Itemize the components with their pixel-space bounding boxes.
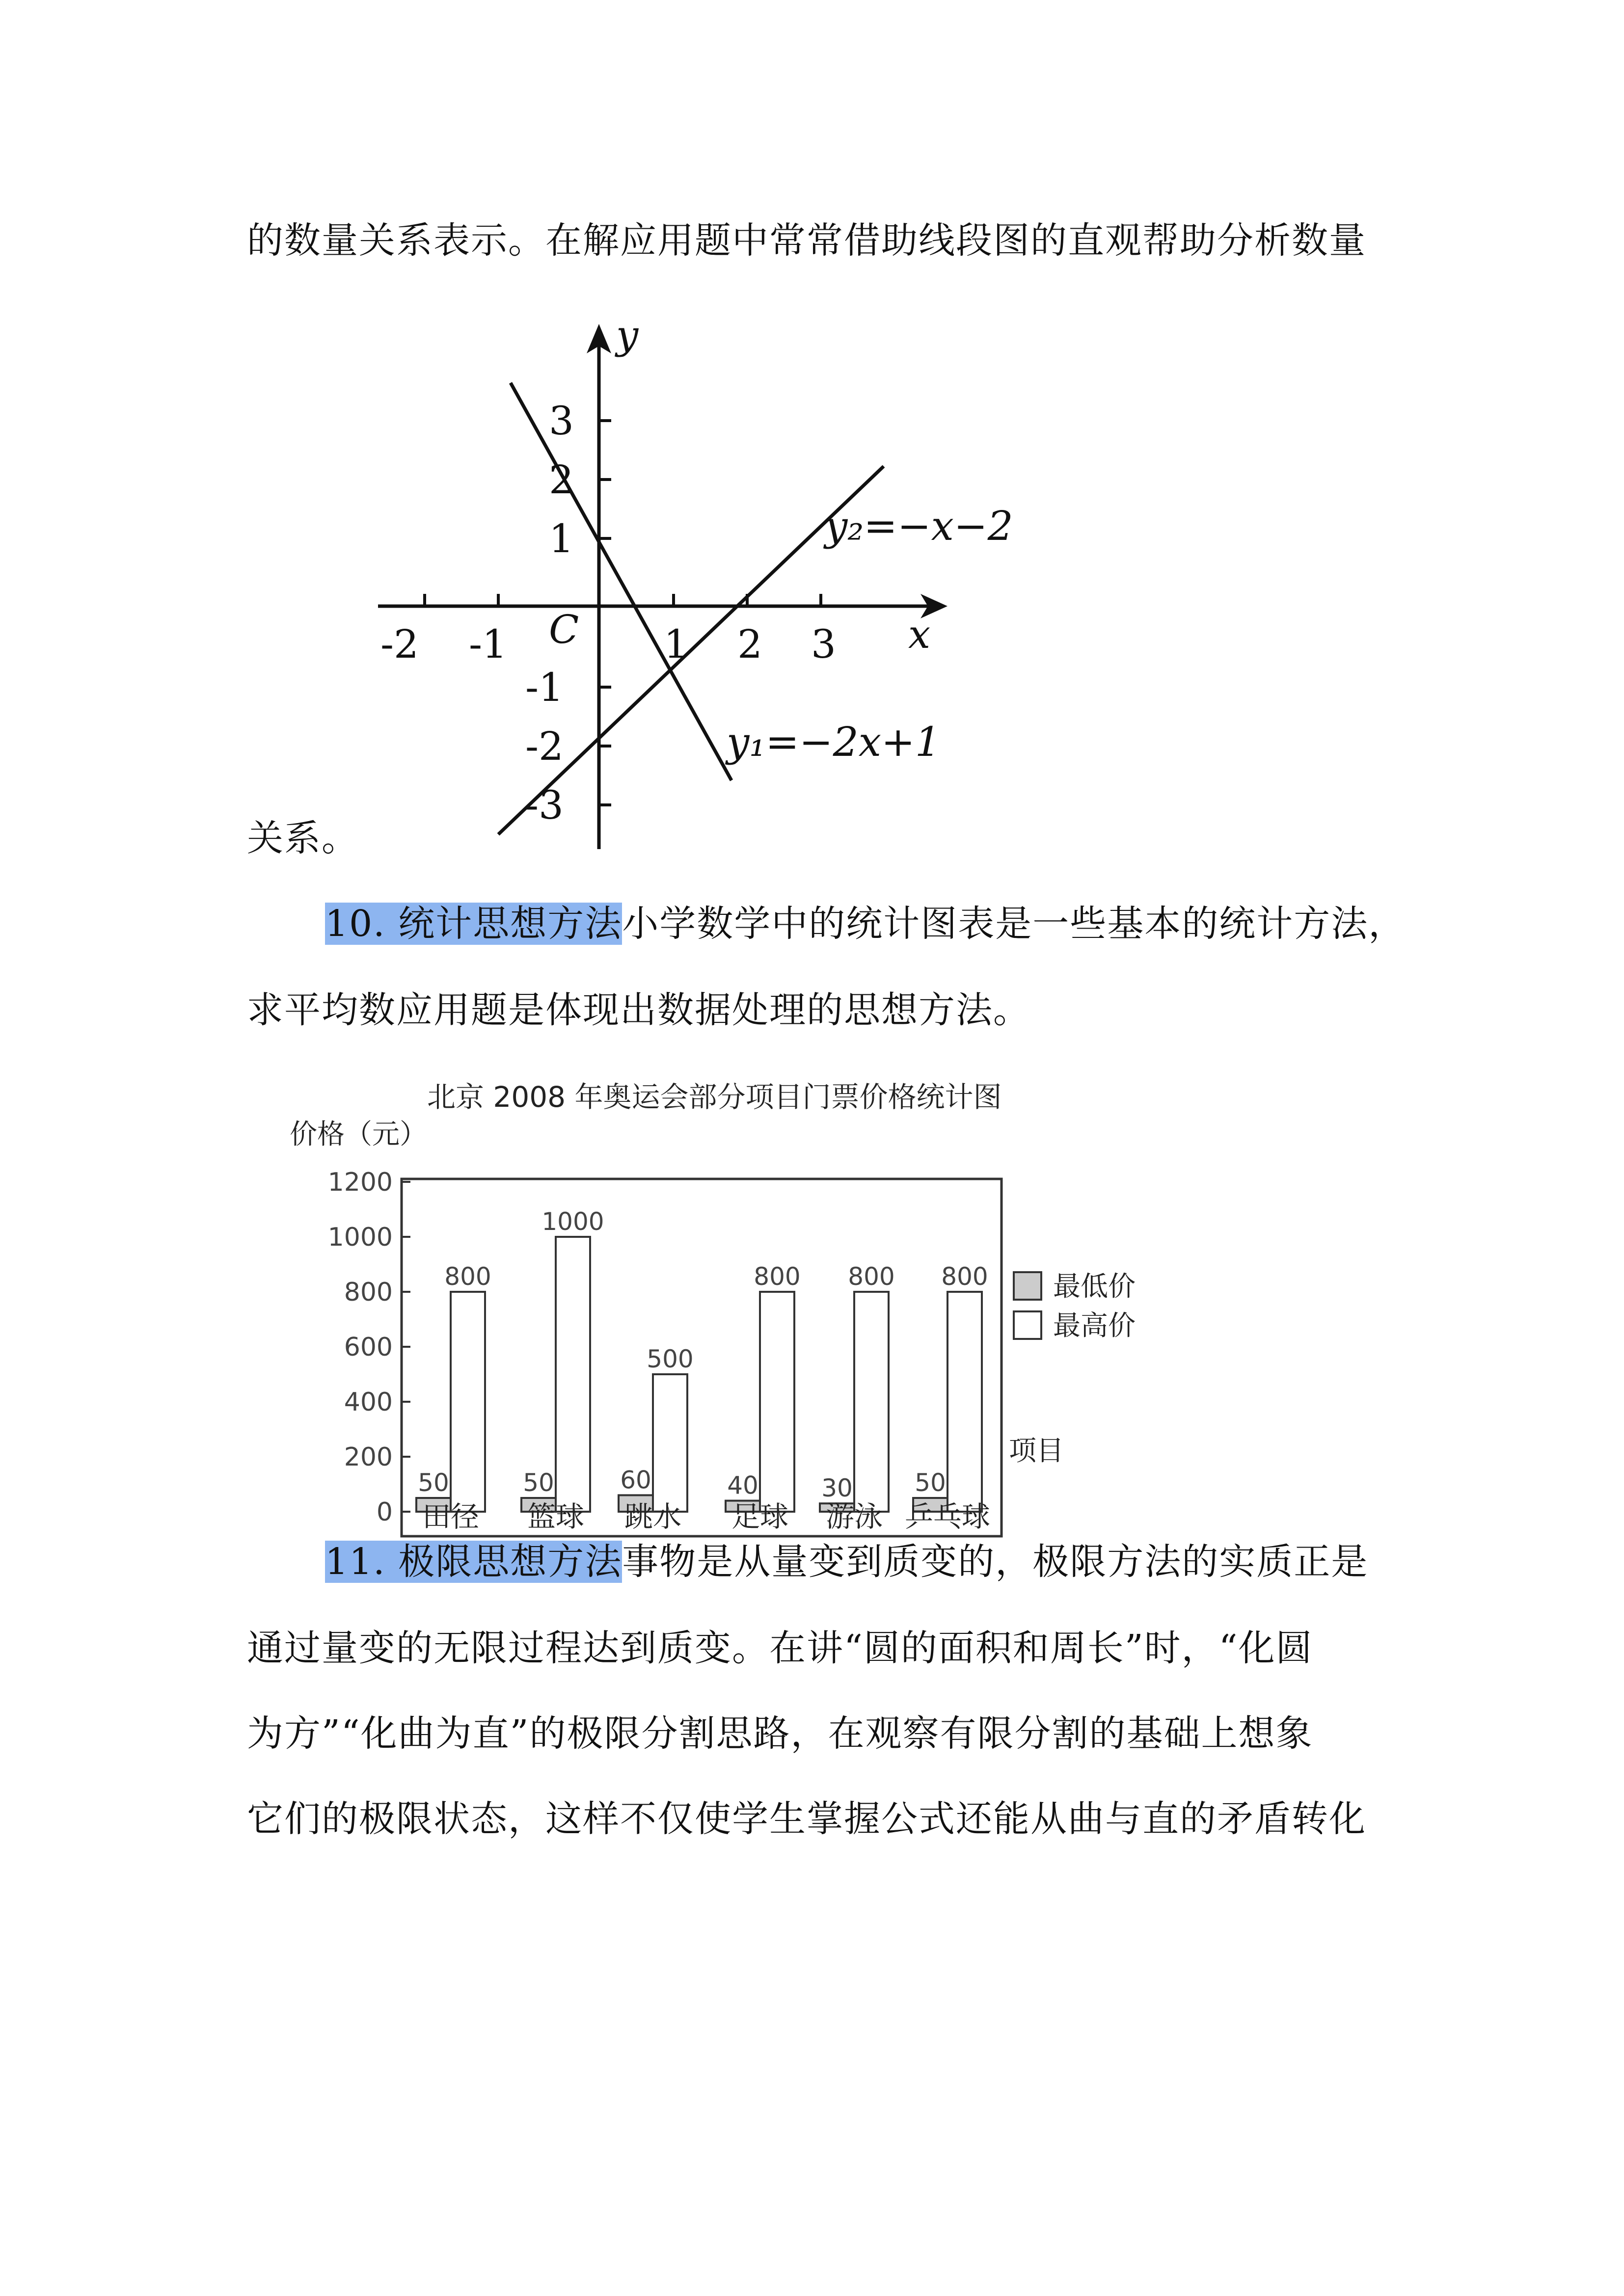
y-axis-title: 价格（元） [290, 1119, 427, 1150]
line-y1 [511, 383, 731, 780]
chart-title: 北京 2008 年奥运会部分项目门票价格统计图 [427, 1080, 1002, 1114]
legend-swatch-max [1014, 1311, 1041, 1339]
x-tick-label: -2 [380, 621, 419, 667]
y-tick-label: 2 [549, 457, 574, 503]
bar-value-label: 500 [647, 1345, 694, 1373]
legend-label-min: 最低价 [1053, 1271, 1136, 1303]
ticket-price-bar-chart [275, 1070, 1208, 1533]
origin-label: C [549, 607, 579, 652]
section-heading-11: 11. 极限思想方法 [325, 1541, 623, 1583]
bar-value-label: 800 [941, 1262, 988, 1291]
y-tick-label: 1000 [327, 1223, 393, 1252]
category-label: 田径 [422, 1500, 480, 1533]
y-tick-label: 1 [549, 516, 574, 561]
y-tick-label: 400 [344, 1388, 393, 1417]
bar-value-label: 60 [620, 1466, 651, 1495]
line2-label: y₂=−x−2 [825, 503, 1013, 550]
paragraph-line: 的数量关系表示。在解应用题中常常借助线段图的直观帮助分析数量 [247, 219, 1366, 262]
bar-value-label: 40 [727, 1471, 758, 1500]
line1-label: y₁=−2x+1 [727, 719, 941, 766]
section-heading-10: 10. 统计思想方法 [325, 903, 623, 945]
legend-label-max: 最高价 [1053, 1310, 1136, 1342]
x-axis-label: x [908, 612, 931, 657]
paragraph-line: 求平均数应用题是体现出数据处理的思想方法。 [247, 989, 1030, 1031]
paragraph-line: 关系。 [247, 817, 359, 859]
y-tick-label: -1 [525, 665, 564, 710]
bar-value-label: 30 [821, 1474, 853, 1503]
bar-max [854, 1292, 889, 1512]
paragraph-line [325, 1537, 1368, 1586]
category-label: 乒乓球 [904, 1500, 991, 1533]
paragraph-line: 它们的极限状态，这样不仅使学生掌握公式还能从曲与直的矛盾转化 [247, 1798, 1366, 1840]
category-label: 篮球 [527, 1500, 585, 1533]
paragraph-text: 事物是从量变到质变的，极限方法的实质正是 [622, 1541, 1369, 1583]
bar-value-label: 50 [418, 1468, 449, 1497]
x-tick-label: -1 [469, 621, 507, 667]
x-tick-label: 3 [811, 621, 836, 667]
y-axis-label: y [616, 312, 639, 358]
category-label: 游泳 [825, 1500, 883, 1533]
plot-frame [402, 1179, 1001, 1536]
paragraph-line: 为方”“化曲为直”的极限分割思路，在观察有限分割的基础上想象 [247, 1712, 1313, 1755]
paragraph-line: 通过量变的无限过程达到质变。在讲“圆的面积和周长”时，“化圆 [247, 1627, 1313, 1669]
paragraph-text: 小学数学中的统计图表是一些基本的统计方法， [622, 903, 1406, 945]
y-tick-label: 200 [344, 1442, 393, 1472]
bar-max [653, 1374, 687, 1512]
y-tick-label: -3 [525, 782, 564, 828]
linear-functions-graph [363, 304, 1011, 874]
y-tick-label: -2 [525, 723, 564, 769]
category-label: 跳水 [624, 1500, 682, 1533]
x-tick-label: 1 [664, 621, 689, 667]
y-tick-label: 3 [549, 398, 574, 444]
y-tick-label: 1200 [327, 1168, 393, 1197]
bar-max [760, 1292, 794, 1512]
bar-max [451, 1292, 485, 1512]
bar-value-label: 800 [444, 1262, 491, 1291]
category-label: 足球 [731, 1500, 789, 1533]
bar-value-label: 1000 [541, 1207, 604, 1236]
bar-value-label: 50 [523, 1468, 554, 1497]
chart-legend [1014, 1271, 1136, 1342]
x-axis-title: 项目 [1009, 1435, 1064, 1467]
legend-swatch-min [1014, 1272, 1041, 1300]
y-tick-label: 0 [376, 1497, 393, 1527]
y-tick-label: 800 [344, 1278, 393, 1307]
bar-max [556, 1237, 590, 1512]
bar-value-label: 50 [915, 1468, 946, 1497]
paragraph-line [325, 899, 1406, 948]
bar-value-label: 800 [754, 1262, 801, 1291]
bar-max [947, 1292, 982, 1512]
bar-value-label: 800 [848, 1262, 895, 1291]
y-tick-label: 600 [344, 1333, 393, 1362]
x-tick-label: 2 [737, 621, 762, 667]
